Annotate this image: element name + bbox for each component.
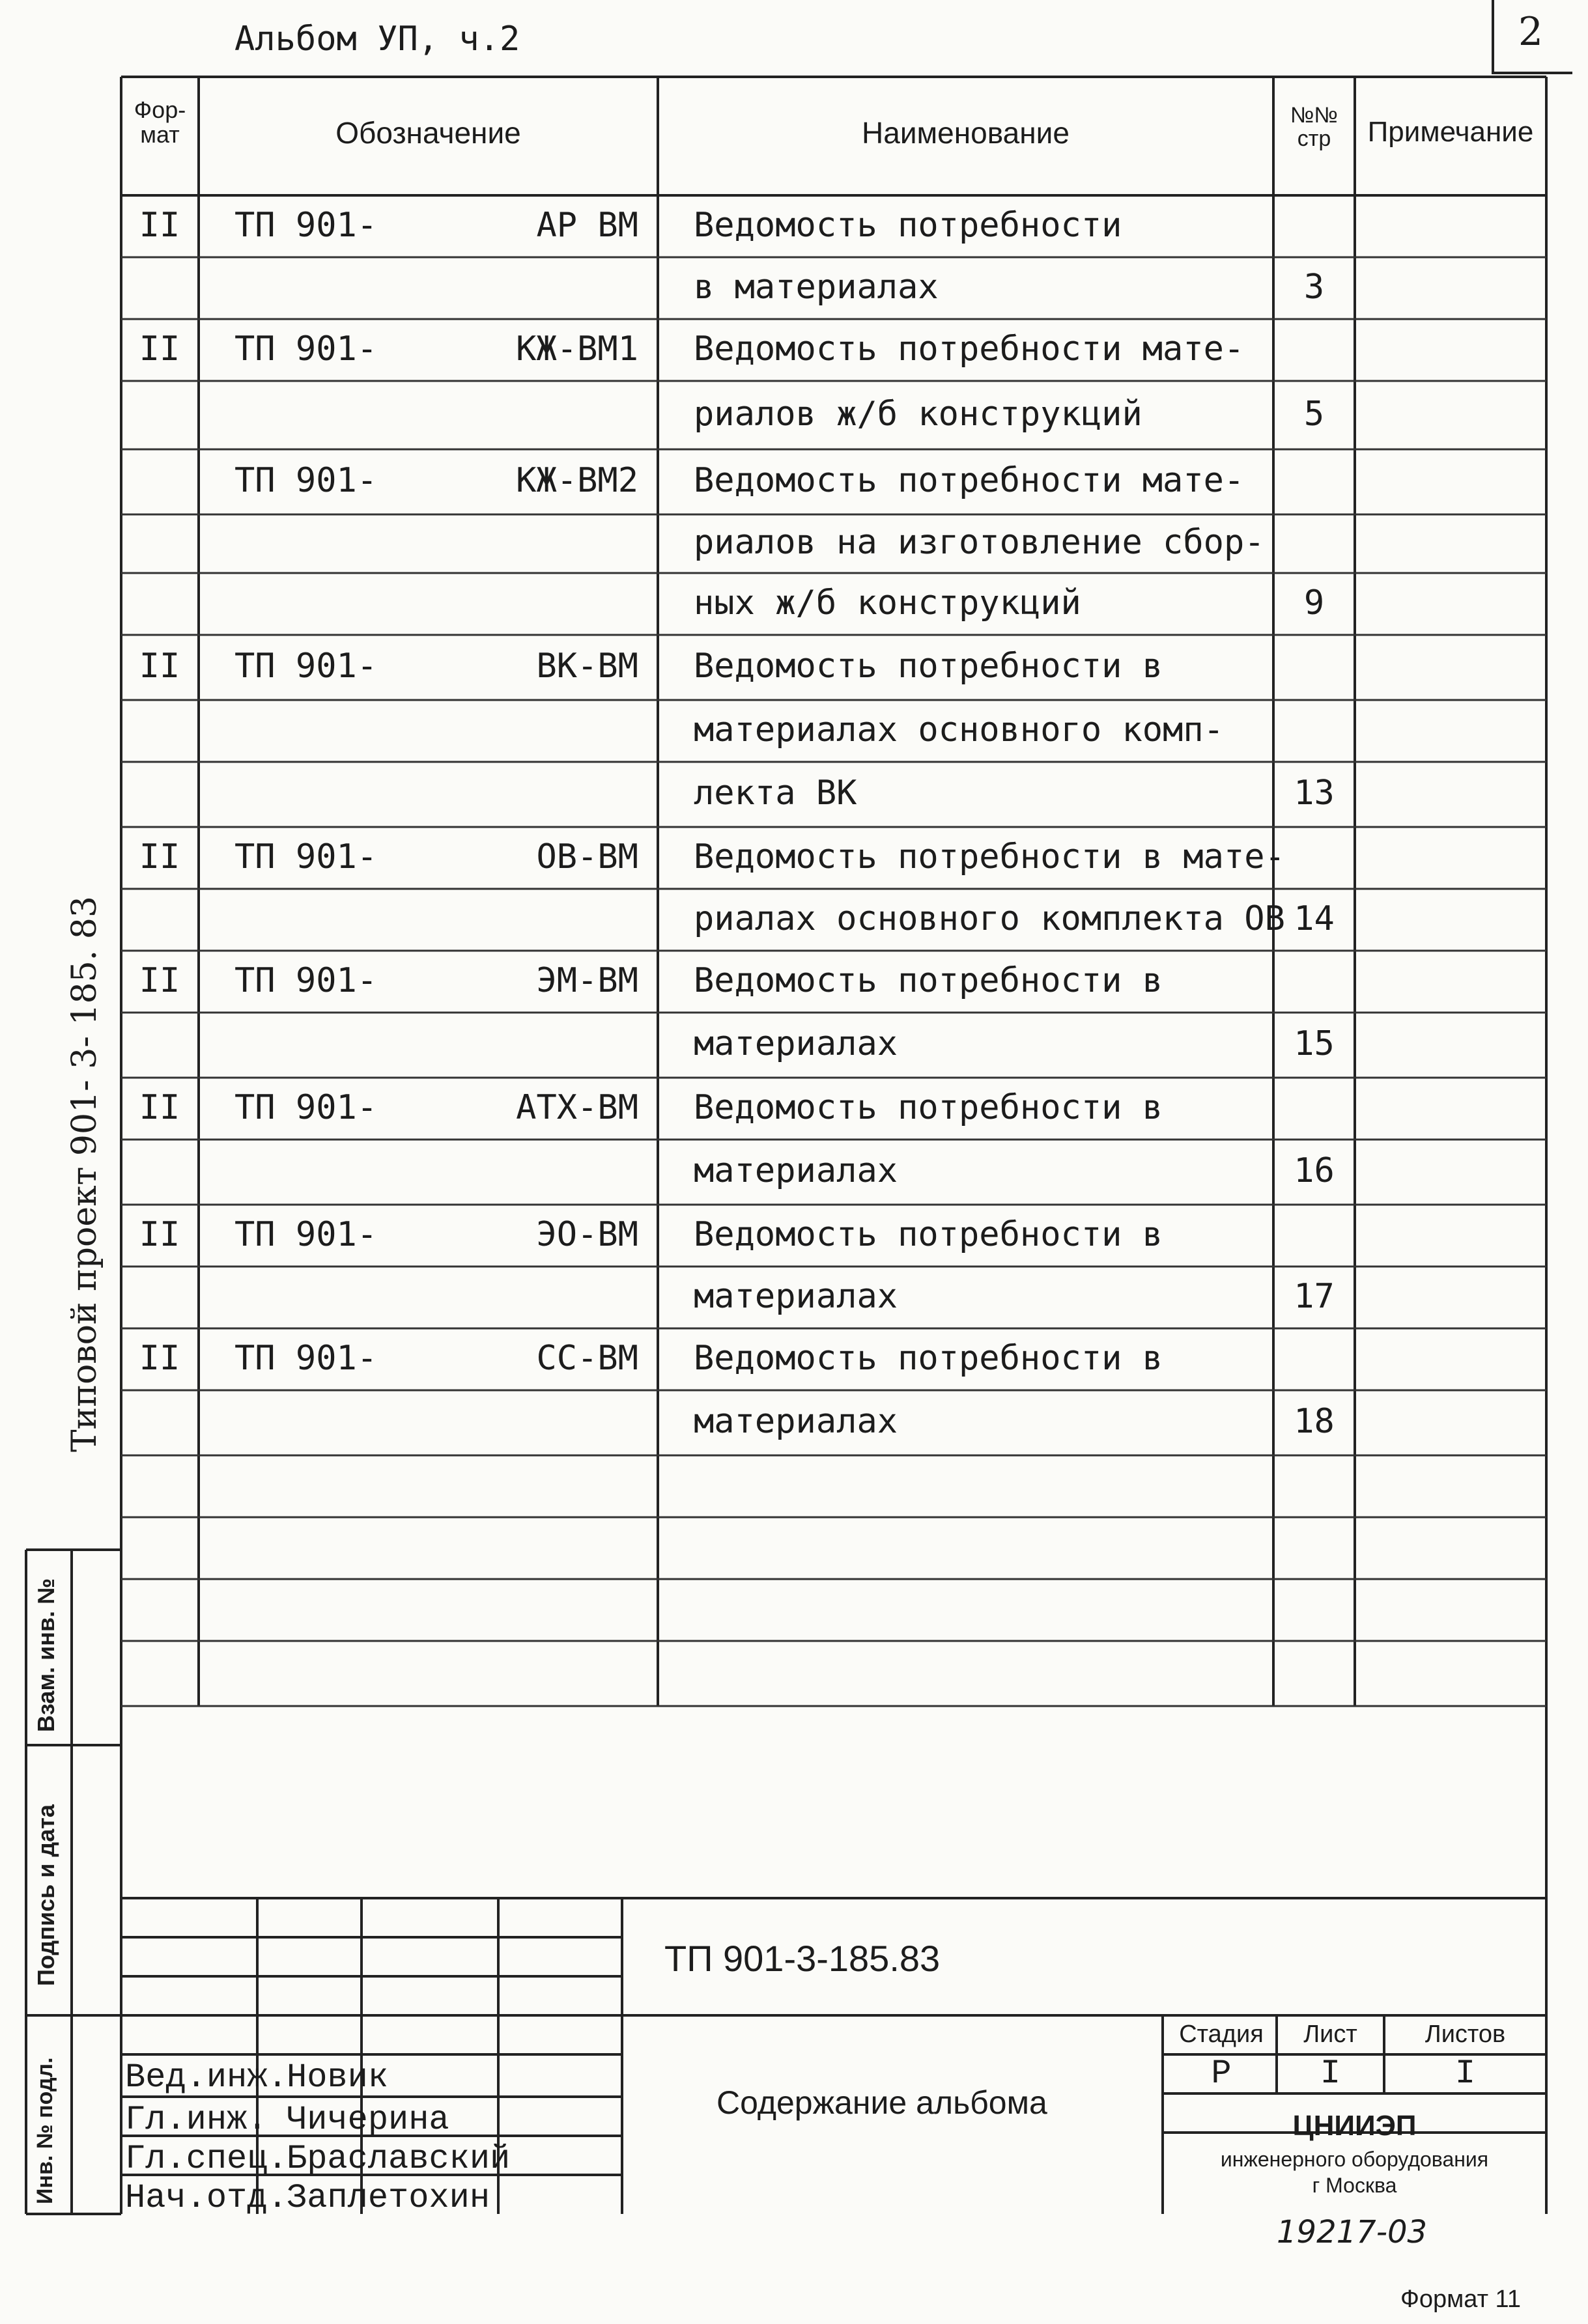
row-format: II xyxy=(139,205,180,245)
row-page: 14 xyxy=(1294,899,1335,938)
format-note: Формат 11 xyxy=(1400,2286,1521,2313)
signer-name: Чичерина xyxy=(287,2101,449,2139)
sheet-label: Лист xyxy=(1303,2021,1357,2048)
row-page: 15 xyxy=(1294,1024,1335,1063)
side-inv-orig: Инв. № подл. xyxy=(33,2057,57,2204)
row-page: 16 xyxy=(1294,1151,1335,1190)
sheets-value: I xyxy=(1454,2054,1476,2093)
row-code: ТП 901- xyxy=(234,647,378,686)
album-title: Альбом УП, ч.2 xyxy=(234,20,520,59)
row-suffix: ЭО-ВМ xyxy=(536,1214,638,1254)
row-suffix: ЭМ-ВМ xyxy=(536,960,638,1000)
row-name: лекта ВК xyxy=(694,774,857,813)
row-name: Ведомость потребности мате- xyxy=(694,461,1245,500)
row-suffix: ОВ-ВМ xyxy=(536,837,638,876)
row-code: ТП 901- xyxy=(234,837,378,876)
row-page: 5 xyxy=(1303,394,1325,434)
row-name: риалов ж/б конструкций xyxy=(694,394,1142,434)
row-suffix: ВК-ВМ xyxy=(536,647,638,686)
row-name: Ведомость потребности xyxy=(694,205,1122,245)
stage-label: Стадия xyxy=(1179,2021,1264,2048)
row-format: II xyxy=(139,329,180,369)
row-page: 3 xyxy=(1303,267,1325,307)
sheet-number: 2 xyxy=(1518,9,1544,55)
row-suffix: КЖ-ВМ1 xyxy=(516,329,638,369)
row-code: ТП 901- xyxy=(234,1214,378,1254)
row-name: ных ж/б конструкций xyxy=(694,583,1081,623)
row-name: материалах xyxy=(694,1402,898,1441)
row-name: Ведомость потребности в xyxy=(694,1214,1163,1254)
row-name: Ведомость потребности мате- xyxy=(694,329,1245,369)
side-project-label: Типовой проект 901- 3- 185. 83 xyxy=(65,896,104,1452)
row-format: II xyxy=(139,1214,180,1254)
row-name: материалах основного комп- xyxy=(694,710,1224,749)
signer-role: Гл.инж. xyxy=(125,2101,268,2139)
row-name: риалах основного комплекта ОВ xyxy=(694,899,1285,938)
row-page: 17 xyxy=(1294,1276,1335,1316)
signer-role: Гл.спец. xyxy=(125,2140,288,2178)
row-page: 9 xyxy=(1303,583,1325,623)
side-sign-date: Подпись и дата xyxy=(33,1804,59,1986)
row-name: Ведомость потребности в мате- xyxy=(694,837,1285,876)
row-code: ТП 901- xyxy=(234,461,378,500)
header-note: Примечание xyxy=(1367,116,1534,148)
org-subtitle: инженерного оборудования xyxy=(1220,2148,1489,2171)
row-name: материалах xyxy=(694,1024,898,1063)
row-suffix: АР ВМ xyxy=(536,205,638,245)
row-name: Ведомость потребности в xyxy=(694,1087,1163,1127)
row-name: Ведомость потребности в xyxy=(694,647,1163,686)
sheet-value: I xyxy=(1320,2054,1341,2093)
stage-value: Р xyxy=(1211,2054,1232,2093)
org-city: г Москва xyxy=(1312,2174,1397,2197)
header-format: Фор- мат xyxy=(134,96,186,148)
title-block-doc-title: Содержание альбома xyxy=(716,2084,1047,2121)
row-code: ТП 901- xyxy=(234,1087,378,1127)
row-name: Ведомость потребности в xyxy=(694,960,1163,1000)
row-code: ТП 901- xyxy=(234,205,378,245)
org-name: ЦНИИЭП xyxy=(1292,2110,1417,2142)
row-format: II xyxy=(139,1338,180,1378)
signer-name: Заплетохин xyxy=(287,2179,490,2217)
signer-name: Новик xyxy=(287,2058,389,2097)
row-code: ТП 901- xyxy=(234,329,378,369)
side-inv-replace: Взам. инв. № xyxy=(33,1578,59,1732)
header-name: Наименование xyxy=(862,116,1070,150)
signer-name: Браславский xyxy=(287,2140,511,2178)
row-name: в материалах xyxy=(694,267,939,307)
row-name: материалах xyxy=(694,1276,898,1316)
row-name: риалов на изготовление сбор- xyxy=(694,523,1265,562)
title-block-code: ТП 901-3-185.83 xyxy=(664,1938,941,1979)
row-page: 13 xyxy=(1294,774,1335,813)
row-code: ТП 901- xyxy=(234,1338,378,1378)
row-suffix: АТХ-ВМ xyxy=(516,1087,638,1127)
row-name: Ведомость потребности в xyxy=(694,1338,1163,1378)
row-suffix: КЖ-ВМ2 xyxy=(516,461,638,500)
row-format: II xyxy=(139,837,180,876)
sheets-label: Листов xyxy=(1425,2021,1506,2048)
row-name: материалах xyxy=(694,1151,898,1190)
row-format: II xyxy=(139,960,180,1000)
header-designation: Обозначение xyxy=(335,116,521,150)
row-format: II xyxy=(139,1087,180,1127)
signer-role: Вед.инж. xyxy=(125,2058,288,2097)
handwritten-number: 19217-03 xyxy=(1277,2214,1428,2250)
row-suffix: СС-ВМ xyxy=(536,1338,638,1378)
row-code: ТП 901- xyxy=(234,960,378,1000)
signer-role: Нач.отд. xyxy=(125,2179,288,2217)
header-page-no: №№ стр xyxy=(1290,103,1338,151)
row-format: II xyxy=(139,647,180,686)
row-page: 18 xyxy=(1294,1402,1335,1441)
